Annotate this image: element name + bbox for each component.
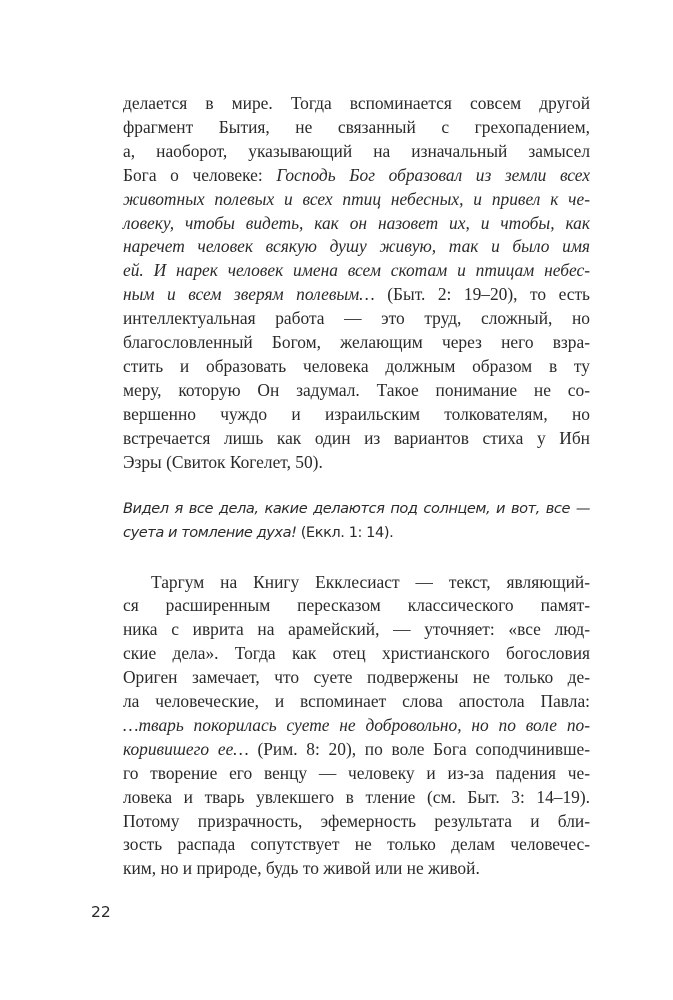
text-run: Ориген замечает, что суете подвержены не только де- [123, 667, 590, 688]
text-line [123, 762, 590, 786]
text-line [123, 714, 590, 738]
text-line [123, 355, 590, 379]
text-run: а, наоборот, указывающий на изначальный замысел [123, 140, 590, 161]
text-line [123, 283, 590, 307]
text-line [123, 497, 590, 521]
text-line [123, 690, 590, 714]
paragraph-1 [123, 92, 590, 475]
text-run: интеллектуальная работа — это труд, сложный, но [123, 308, 590, 329]
text-line [123, 427, 590, 451]
text-line [123, 618, 590, 642]
text-run: делается в мире. Тогда вспоминается совсем другой [123, 93, 590, 113]
quote-run: наречет человек всякую душу живую, так и было имя [123, 236, 590, 257]
quote-run: ловеку, чтобы видеть, как он назовет их, и чтобы, как [123, 212, 590, 233]
text-line [123, 857, 590, 881]
text-line [123, 92, 590, 116]
text-line [123, 594, 590, 618]
text-run: меру, которую Он задумал. Такое понимание не со- [123, 379, 590, 400]
text-line [123, 235, 590, 259]
text-run: го творение его венцу — человеку и из-за падения че- [123, 762, 590, 783]
text-run: ские дела». Тогда как отец христианского богословия [123, 643, 590, 664]
quote-run: суета и томление духа! [123, 523, 297, 541]
epigraph-quote [123, 497, 590, 545]
text-run: ся расширенным пересказом классического памят- [123, 595, 590, 616]
page-content [123, 92, 590, 881]
quote-run: ей. И нарек человек имена всем скотам и птицам небес- [123, 260, 590, 281]
text-line [123, 521, 590, 545]
text-line [123, 307, 590, 331]
quote-run: Господь Бог образовал из земли всех [276, 164, 590, 185]
text-run: (Рим. 8: 20), по воле Бога соподчинивше- [248, 738, 590, 759]
text-run: ла человеческие, и вспоминает слова апостола Павла: [123, 691, 590, 712]
text-line [123, 403, 590, 427]
text-run: встречается лишь как один из вариантов стиха у Ибн [123, 427, 590, 448]
text-run: (Быт. 2: 19–20), то есть [374, 284, 590, 305]
quote-run: животных полевых и всех птиц небесных, и привел к че- [123, 188, 590, 209]
text-line [123, 140, 590, 164]
text-run: стить и образовать человека должным образом в ту [123, 355, 590, 376]
text-line [123, 116, 590, 140]
text-line [123, 810, 590, 834]
text-line [123, 642, 590, 666]
text-run: Эзры (Свиток Когелет, 50). [123, 451, 323, 472]
text-run: Потому призрачность, эфемерность результата и бли- [123, 810, 590, 831]
text-line [123, 259, 590, 283]
page-number: 22 [91, 903, 111, 921]
text-line [123, 164, 590, 188]
text-line [123, 451, 590, 475]
text-line [123, 379, 590, 403]
text-run: ким, но и природе, будь то живой или не живой. [123, 858, 480, 879]
text-line [123, 188, 590, 212]
text-run: зость распада сопутствует не только делам человечес- [123, 834, 590, 855]
text-run: фрагмент Бытия, не связанный с грехопадением, [123, 116, 590, 137]
quote-run: …тварь покорилась суете не добровольно, но по воле по- [123, 714, 590, 735]
text-run: ловека и тварь увлекшего в тление (см. Быт. 3: 14–19). [123, 786, 590, 807]
text-line [123, 833, 590, 857]
text-line [123, 571, 590, 595]
text-run: благословленный Богом, желающим через него взра- [123, 332, 590, 353]
text-run: Бога о человеке: [123, 164, 277, 185]
quote-run: ным и всем зверям полевым… [123, 284, 375, 305]
quote-run: Видел я все дела, какие делаются под солнцем, и вот, все — [123, 499, 590, 517]
text-line [123, 786, 590, 810]
text-line [123, 212, 590, 236]
citation-run: (Еккл. 1: 14). [296, 523, 394, 541]
text-run: Таргум на Книгу Екклесиаст — текст, являющий- [151, 571, 590, 592]
text-line [123, 331, 590, 355]
text-line [123, 738, 590, 762]
text-line [123, 666, 590, 690]
text-run: ника с иврита на арамейский, — уточняет: «все люд- [123, 619, 590, 640]
quote-run: коривишего ее… [123, 738, 249, 759]
paragraph-2 [123, 571, 590, 882]
text-run: вершенно чуждо и израильским толкователям, но [123, 403, 590, 424]
